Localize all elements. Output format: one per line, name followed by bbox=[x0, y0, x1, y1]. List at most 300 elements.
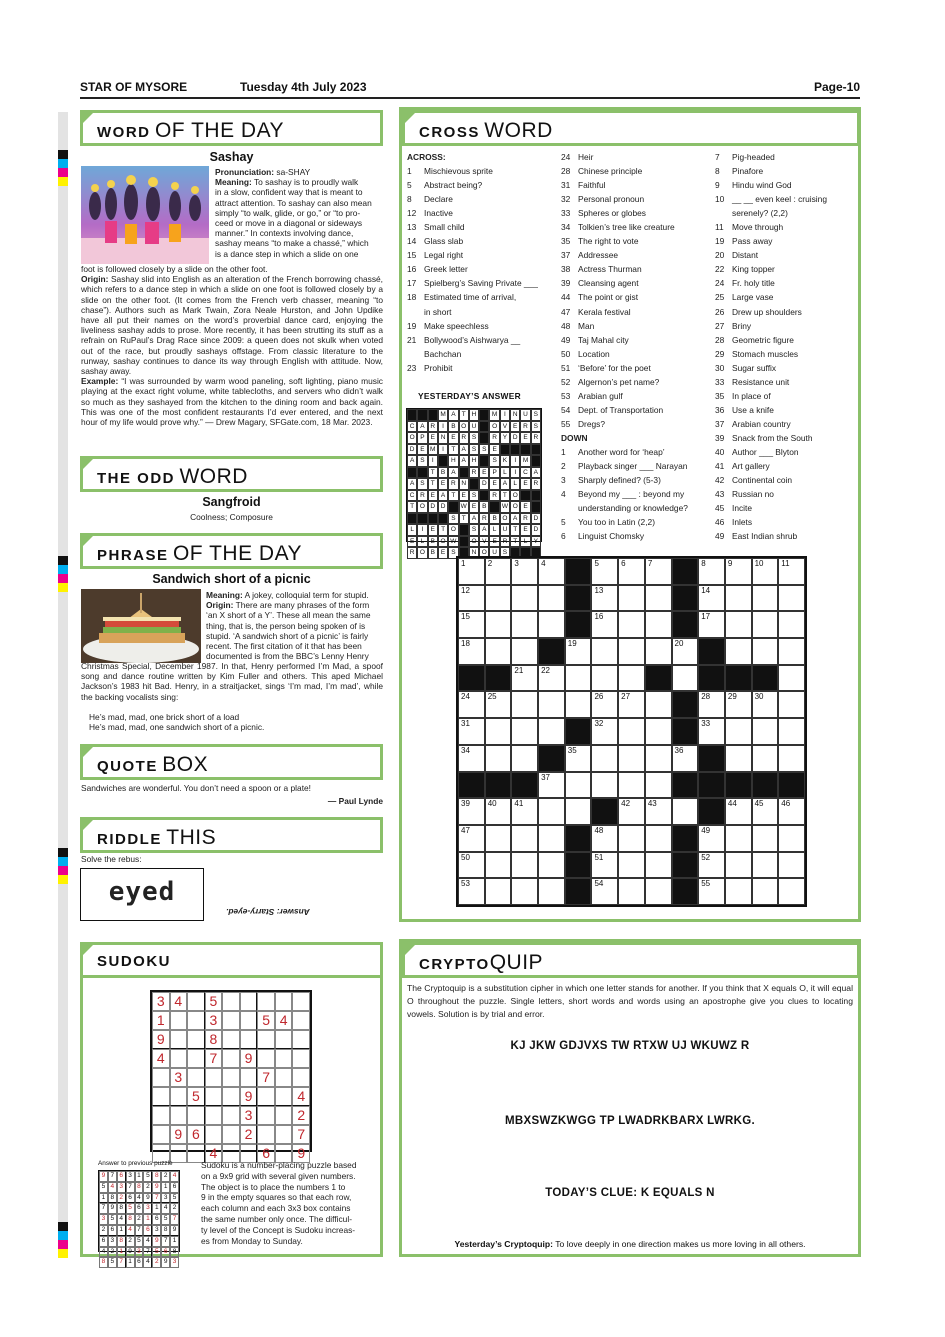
crossword-cell[interactable] bbox=[591, 772, 618, 799]
sudoku-answer-cell: 7 bbox=[126, 1182, 135, 1193]
sudoku-cell[interactable] bbox=[170, 1087, 188, 1106]
crossword-cell[interactable] bbox=[645, 772, 672, 799]
sudoku-cell[interactable] bbox=[257, 1049, 275, 1068]
sudoku-cell[interactable] bbox=[257, 992, 275, 1011]
crossword-cell[interactable] bbox=[511, 718, 538, 745]
crossword-cell[interactable] bbox=[645, 558, 672, 585]
crossword-cell[interactable] bbox=[778, 745, 805, 772]
crossword-cell[interactable] bbox=[511, 691, 538, 718]
crossword-cell[interactable] bbox=[778, 691, 805, 718]
crossword-cell[interactable] bbox=[538, 852, 565, 879]
crossword-cell[interactable] bbox=[511, 611, 538, 638]
sudoku-cell[interactable] bbox=[275, 1049, 293, 1068]
sudoku-cell[interactable] bbox=[187, 1068, 205, 1087]
crossword-cell[interactable] bbox=[485, 558, 512, 585]
crossword-cell[interactable] bbox=[485, 718, 512, 745]
sudoku-cell[interactable] bbox=[170, 1106, 188, 1125]
sudoku-cell[interactable] bbox=[187, 992, 205, 1011]
clue bbox=[561, 445, 711, 459]
crossword-cell[interactable] bbox=[591, 825, 618, 852]
sudoku-answer-cell: 6 bbox=[108, 1225, 117, 1236]
crossword-cell[interactable] bbox=[645, 825, 672, 852]
down-clues-2 bbox=[715, 150, 860, 543]
clue-number: 50 bbox=[561, 348, 571, 359]
word-line bbox=[215, 228, 383, 238]
crossword-cell[interactable] bbox=[511, 558, 538, 585]
crossword-cell[interactable] bbox=[458, 558, 485, 585]
clue bbox=[715, 178, 860, 192]
answer-block bbox=[438, 513, 448, 525]
answer-cell: P bbox=[417, 432, 427, 444]
corner-triangle bbox=[80, 456, 96, 472]
crossword-cell[interactable] bbox=[778, 558, 805, 585]
clue-number: 19 bbox=[715, 236, 725, 247]
sudoku-cell[interactable] bbox=[152, 1068, 170, 1087]
sudoku-cell[interactable] bbox=[222, 992, 240, 1011]
crossword-cell[interactable] bbox=[698, 611, 725, 638]
crossword-cell[interactable] bbox=[752, 798, 779, 825]
crossword-cell[interactable] bbox=[485, 852, 512, 879]
crossword-block bbox=[752, 665, 779, 692]
crossword-cell[interactable] bbox=[698, 718, 725, 745]
line-label: Origin: bbox=[206, 600, 234, 611]
crossword-cell[interactable] bbox=[485, 745, 512, 772]
crossword-cell[interactable] bbox=[591, 718, 618, 745]
crossword-cell[interactable] bbox=[645, 745, 672, 772]
sudoku-cell[interactable] bbox=[222, 1049, 240, 1068]
cell-number: 11 bbox=[781, 559, 790, 568]
answer-cell: R bbox=[489, 490, 499, 502]
clue-number: 22 bbox=[715, 264, 725, 275]
crossword-cell[interactable] bbox=[565, 798, 592, 825]
crossword-cell[interactable] bbox=[565, 772, 592, 799]
clue bbox=[561, 192, 711, 206]
sudoku-cell[interactable] bbox=[222, 1011, 240, 1030]
answer-cell: S bbox=[448, 513, 458, 525]
crossword-cell[interactable] bbox=[565, 745, 592, 772]
sudoku-cell[interactable] bbox=[257, 1087, 275, 1106]
sudoku-answer-cell: 5 bbox=[152, 1247, 161, 1258]
crossword-cell[interactable] bbox=[698, 585, 725, 612]
crossword-cell[interactable] bbox=[538, 558, 565, 585]
sudoku-answer-cell: 2 bbox=[135, 1214, 144, 1225]
crossword-block bbox=[565, 585, 592, 612]
crossword-cell[interactable] bbox=[591, 585, 618, 612]
sudoku-answer-cell: 1 bbox=[143, 1214, 152, 1225]
crossword-cell[interactable] bbox=[591, 852, 618, 879]
crossword-cell[interactable] bbox=[538, 585, 565, 612]
crossword-cell[interactable] bbox=[618, 878, 645, 905]
crossword-cell[interactable] bbox=[752, 878, 779, 905]
clue-text: Resistance unit bbox=[732, 376, 790, 387]
sudoku-answer-cell: 9 bbox=[126, 1247, 135, 1258]
clue bbox=[715, 305, 860, 319]
crossword-cell[interactable] bbox=[485, 878, 512, 905]
crossword-cell[interactable] bbox=[618, 665, 645, 692]
sudoku-cell[interactable] bbox=[292, 1011, 310, 1030]
crossword-cell[interactable] bbox=[725, 745, 752, 772]
crossword-cell[interactable] bbox=[645, 691, 672, 718]
margin-strip bbox=[58, 112, 68, 1252]
answer-block bbox=[459, 524, 469, 536]
clue-number: 28 bbox=[561, 166, 571, 177]
yesterday-cryptoquip bbox=[402, 1239, 858, 1249]
clue-text: Tolkien’s tree like creature bbox=[578, 222, 675, 233]
sudoku-cell: 9 bbox=[292, 1144, 310, 1163]
title-small: CRYPTO bbox=[419, 956, 490, 973]
sudoku-cell[interactable] bbox=[222, 1030, 240, 1049]
sudoku-cell[interactable] bbox=[187, 1049, 205, 1068]
sudoku-answer-cell: 9 bbox=[99, 1171, 108, 1182]
sudoku-answer-cell: 2 bbox=[170, 1203, 179, 1214]
crossword-cell[interactable] bbox=[752, 745, 779, 772]
crossword-cell[interactable] bbox=[725, 611, 752, 638]
crossword-cell[interactable] bbox=[458, 718, 485, 745]
crossword-cell[interactable] bbox=[511, 638, 538, 665]
across-heading: ACROSS: bbox=[407, 152, 446, 162]
crossword-cell[interactable] bbox=[618, 745, 645, 772]
crossword-cell[interactable] bbox=[725, 718, 752, 745]
sudoku-cell[interactable] bbox=[257, 1106, 275, 1125]
crossword-cell[interactable] bbox=[645, 718, 672, 745]
crossword-cell[interactable] bbox=[645, 611, 672, 638]
crossword-cell[interactable] bbox=[698, 852, 725, 879]
sudoku-cell[interactable] bbox=[275, 1125, 293, 1144]
clue-text: Snack from the South bbox=[732, 432, 813, 443]
crossword-cell[interactable] bbox=[591, 611, 618, 638]
sudoku-cell: 6 bbox=[257, 1144, 275, 1163]
crossword-cell[interactable] bbox=[752, 585, 779, 612]
sudoku-answer-cell: 3 bbox=[135, 1247, 144, 1258]
crossword-cell[interactable] bbox=[725, 852, 752, 879]
sudoku-cell[interactable] bbox=[275, 1087, 293, 1106]
crossword-cell[interactable] bbox=[458, 745, 485, 772]
answer-block bbox=[428, 409, 438, 421]
cell-number: 45 bbox=[754, 799, 764, 809]
sudoku-answer-cell: 6 bbox=[143, 1225, 152, 1236]
crossword-cell[interactable] bbox=[538, 825, 565, 852]
sudoku-answer-cell: 2 bbox=[143, 1182, 152, 1193]
sudoku-cell[interactable] bbox=[152, 1106, 170, 1125]
sudoku-cell[interactable] bbox=[292, 992, 310, 1011]
crossword-cell[interactable] bbox=[538, 665, 565, 692]
cell-number: 20 bbox=[674, 639, 684, 649]
crossword-cell[interactable] bbox=[618, 638, 645, 665]
answer-cell: I bbox=[438, 421, 448, 433]
clue-text: Prohibit bbox=[424, 362, 453, 373]
crossword-cell[interactable] bbox=[591, 558, 618, 585]
crossword-cell[interactable] bbox=[725, 878, 752, 905]
crossword-cell[interactable] bbox=[725, 638, 752, 665]
crossword-cell[interactable] bbox=[458, 691, 485, 718]
cell-number: 19 bbox=[567, 639, 577, 649]
answer-cell: R bbox=[448, 478, 458, 490]
cell-number: 49 bbox=[701, 825, 711, 835]
crossword-cell[interactable] bbox=[485, 611, 512, 638]
crossword-cell[interactable] bbox=[511, 585, 538, 612]
sudoku-cell[interactable] bbox=[222, 1068, 240, 1087]
sudoku-cell[interactable] bbox=[205, 1125, 223, 1144]
clue-number: 37 bbox=[561, 250, 571, 261]
crossword-cell[interactable] bbox=[538, 691, 565, 718]
drag-queens-photo bbox=[81, 166, 209, 264]
crossword-cell[interactable] bbox=[458, 878, 485, 905]
crossword-cell[interactable] bbox=[645, 585, 672, 612]
crossword-cell[interactable] bbox=[618, 691, 645, 718]
crossword-cell[interactable] bbox=[778, 798, 805, 825]
sudoku-cell[interactable] bbox=[205, 1087, 223, 1106]
clue-number: 9 bbox=[715, 180, 720, 191]
clue bbox=[715, 164, 860, 178]
sudoku-cell[interactable] bbox=[170, 1030, 188, 1049]
answer-cell: B bbox=[489, 513, 499, 525]
crossword-cell[interactable] bbox=[645, 798, 672, 825]
crossword-cell[interactable] bbox=[778, 852, 805, 879]
crossword-cell[interactable] bbox=[538, 878, 565, 905]
sudoku-cell[interactable] bbox=[205, 1068, 223, 1087]
sudoku-cell: 9 bbox=[240, 1049, 258, 1068]
answer-cell: N bbox=[469, 547, 479, 559]
sudoku-cell[interactable] bbox=[152, 1125, 170, 1144]
sudoku-answer-cell: 8 bbox=[99, 1257, 108, 1268]
sudoku-cell[interactable] bbox=[275, 1030, 293, 1049]
sudoku-answer-cell: 8 bbox=[108, 1193, 117, 1204]
clue-text: Move through bbox=[732, 222, 784, 233]
sudoku-cell[interactable] bbox=[222, 1125, 240, 1144]
crossword-cell[interactable] bbox=[618, 585, 645, 612]
crossword-cell[interactable] bbox=[511, 745, 538, 772]
answer-block bbox=[479, 490, 489, 502]
answer-cell: O bbox=[448, 524, 458, 536]
crossword-cell[interactable] bbox=[485, 798, 512, 825]
sudoku-cell[interactable] bbox=[170, 1049, 188, 1068]
crossword-cell[interactable] bbox=[511, 852, 538, 879]
word-paragraph bbox=[81, 264, 383, 274]
crossword-cell[interactable] bbox=[565, 665, 592, 692]
crossword-cell[interactable] bbox=[725, 585, 752, 612]
crossword-cell[interactable] bbox=[618, 825, 645, 852]
sudoku-answer-cell: 5 bbox=[161, 1214, 170, 1225]
clue-number: 46 bbox=[715, 517, 725, 528]
sudoku-cell: 7 bbox=[257, 1068, 275, 1087]
riddle-title bbox=[80, 817, 383, 853]
crossword-cell[interactable] bbox=[752, 611, 779, 638]
crossword-cell[interactable] bbox=[752, 691, 779, 718]
answer-cell: S bbox=[417, 455, 427, 467]
sudoku-cell[interactable] bbox=[292, 1030, 310, 1049]
clue bbox=[561, 262, 711, 276]
crossword-cell[interactable] bbox=[752, 638, 779, 665]
crossword-cell[interactable] bbox=[672, 798, 699, 825]
crossword-cell[interactable] bbox=[591, 691, 618, 718]
clue-text: The right to vote bbox=[578, 236, 639, 247]
crossword-cell[interactable] bbox=[458, 852, 485, 879]
crossword-block bbox=[645, 665, 672, 692]
sudoku-cell[interactable] bbox=[240, 1068, 258, 1087]
crossword-cell[interactable] bbox=[511, 825, 538, 852]
crossword-cell[interactable] bbox=[698, 825, 725, 852]
clue bbox=[407, 361, 557, 375]
sudoku-cell[interactable] bbox=[170, 1011, 188, 1030]
answer-cell: A bbox=[417, 421, 427, 433]
crossword-cell[interactable] bbox=[645, 878, 672, 905]
crossword-cell[interactable] bbox=[458, 611, 485, 638]
crossword-cell[interactable] bbox=[485, 585, 512, 612]
clue bbox=[407, 319, 557, 333]
sudoku-cell[interactable] bbox=[222, 1106, 240, 1125]
crossword-cell[interactable] bbox=[485, 691, 512, 718]
sudoku-cell[interactable] bbox=[187, 1106, 205, 1125]
crossword-cell[interactable] bbox=[725, 691, 752, 718]
crossword-cell[interactable] bbox=[725, 798, 752, 825]
crossword-cell[interactable] bbox=[591, 878, 618, 905]
crossword-cell[interactable] bbox=[538, 798, 565, 825]
crossword-cell[interactable] bbox=[752, 718, 779, 745]
crossword-cell[interactable] bbox=[698, 691, 725, 718]
answer-cell: L bbox=[510, 478, 520, 490]
crossword-cell[interactable] bbox=[511, 665, 538, 692]
sudoku-cell: 4 bbox=[170, 992, 188, 1011]
cell-number: 50 bbox=[461, 852, 470, 862]
crossword-cell[interactable] bbox=[511, 798, 538, 825]
sudoku-cell[interactable] bbox=[257, 1030, 275, 1049]
sudoku-cell[interactable] bbox=[205, 1106, 223, 1125]
sudoku-answer-cell: 1 bbox=[135, 1171, 144, 1182]
paper-name: STAR OF MYSORE bbox=[80, 80, 188, 94]
answer-cell: R bbox=[531, 478, 541, 490]
phrase-verse bbox=[89, 712, 379, 732]
crossword-cell[interactable] bbox=[538, 611, 565, 638]
sudoku-cell[interactable] bbox=[240, 1011, 258, 1030]
crossword-cell[interactable] bbox=[778, 638, 805, 665]
answer-cell: D bbox=[428, 501, 438, 513]
cell-number: 12 bbox=[461, 585, 470, 595]
clue-text: King topper bbox=[732, 264, 775, 275]
crossword-cell[interactable] bbox=[672, 665, 699, 692]
clue bbox=[715, 487, 860, 501]
crossword-cell[interactable] bbox=[618, 852, 645, 879]
crossword-cell[interactable] bbox=[458, 825, 485, 852]
clue-text: Dregs? bbox=[578, 418, 605, 429]
crossword-cell[interactable] bbox=[778, 665, 805, 692]
answer-cell: S bbox=[489, 455, 499, 467]
crossword-cell[interactable] bbox=[752, 558, 779, 585]
crossword-cell[interactable] bbox=[645, 852, 672, 879]
crossword-cell[interactable] bbox=[672, 745, 699, 772]
line-text: A jokey, colloquial term for stupid. bbox=[242, 590, 369, 600]
corner-triangle bbox=[80, 817, 96, 833]
answer-cell: T bbox=[459, 513, 469, 525]
sudoku-answer-cell: 4 bbox=[108, 1182, 117, 1193]
answer-block bbox=[479, 432, 489, 444]
crossword-cell[interactable] bbox=[565, 691, 592, 718]
clue-number: 29 bbox=[715, 348, 725, 359]
crossword-cell[interactable] bbox=[725, 825, 752, 852]
crossword-cell[interactable] bbox=[778, 718, 805, 745]
crossword-cell[interactable] bbox=[778, 585, 805, 612]
crossword-cell[interactable] bbox=[591, 665, 618, 692]
crossword-cell[interactable] bbox=[618, 772, 645, 799]
crossword-cell[interactable] bbox=[565, 638, 592, 665]
sudoku-cell[interactable] bbox=[275, 992, 293, 1011]
crossword-cell[interactable] bbox=[752, 852, 779, 879]
title-large: THIS bbox=[166, 826, 217, 849]
sudoku-cell[interactable] bbox=[152, 1087, 170, 1106]
answer-cell: D bbox=[531, 513, 541, 525]
crossword-cell[interactable] bbox=[458, 638, 485, 665]
sudoku-cell[interactable] bbox=[292, 1068, 310, 1087]
crossword-cell[interactable] bbox=[725, 558, 752, 585]
sudoku-cell[interactable] bbox=[187, 1011, 205, 1030]
crossword-cell[interactable] bbox=[485, 638, 512, 665]
sudoku-cell[interactable] bbox=[275, 1068, 293, 1087]
crossword-cell[interactable] bbox=[511, 878, 538, 905]
clue-text: The point or gist bbox=[578, 292, 639, 303]
clue-text: __ __ even keel : cruising bbox=[732, 194, 827, 205]
crossword-cell[interactable] bbox=[698, 878, 725, 905]
sudoku-answer-cell: 5 bbox=[143, 1171, 152, 1182]
sudoku-answer-cell: 9 bbox=[143, 1193, 152, 1204]
clue bbox=[407, 305, 557, 319]
clue bbox=[715, 206, 860, 220]
sudoku-answer-cell: 5 bbox=[108, 1214, 117, 1225]
crossword-cell[interactable] bbox=[752, 825, 779, 852]
crossword-cell[interactable] bbox=[538, 772, 565, 799]
crossword-cell[interactable] bbox=[485, 825, 512, 852]
answer-cell: R bbox=[469, 467, 479, 479]
sudoku-cell[interactable] bbox=[240, 1030, 258, 1049]
sudoku-cell[interactable] bbox=[222, 1087, 240, 1106]
sudoku-cell[interactable] bbox=[292, 1049, 310, 1068]
clue-number: 17 bbox=[407, 278, 417, 289]
crossword-cell[interactable] bbox=[458, 585, 485, 612]
sudoku-grid bbox=[150, 990, 312, 1161]
crossword-cell[interactable] bbox=[618, 798, 645, 825]
answer-cell: A bbox=[510, 513, 520, 525]
answer-cell: E bbox=[428, 432, 438, 444]
clue-number: 27 bbox=[715, 320, 725, 331]
crossword-cell[interactable] bbox=[591, 638, 618, 665]
sudoku-cell[interactable] bbox=[275, 1106, 293, 1125]
crossword-cell[interactable] bbox=[778, 825, 805, 852]
crossword-cell[interactable] bbox=[778, 878, 805, 905]
title-small: CROSS bbox=[419, 124, 480, 141]
crossword-cell[interactable] bbox=[645, 638, 672, 665]
sudoku-cell[interactable] bbox=[257, 1125, 275, 1144]
cryptoquip-intro: The Cryptoquip is a substitution cipher in which one letter stands for another. If you think that X equals O, it will equal O throughout the puzzle. Single letters, short words and words using an apostrophe give you clues to locating vowels. Solution is by trial and error. bbox=[407, 983, 853, 1019]
crossword-cell[interactable] bbox=[591, 745, 618, 772]
crossword-cell[interactable] bbox=[778, 611, 805, 638]
word-intro-lines bbox=[215, 167, 383, 259]
crossword-cell[interactable] bbox=[538, 718, 565, 745]
clue bbox=[715, 319, 860, 333]
answer-cell: E bbox=[510, 421, 520, 433]
answer-cell: H bbox=[469, 409, 479, 421]
crossword-cell[interactable] bbox=[698, 558, 725, 585]
sudoku-cell[interactable] bbox=[187, 1030, 205, 1049]
crossword-cell[interactable] bbox=[672, 638, 699, 665]
answer-cell: A bbox=[407, 478, 417, 490]
corner-triangle bbox=[80, 533, 96, 549]
sudoku-cell[interactable] bbox=[240, 992, 258, 1011]
crossword-cell[interactable] bbox=[618, 611, 645, 638]
crossword-cell[interactable] bbox=[618, 718, 645, 745]
crossword-cell[interactable] bbox=[458, 798, 485, 825]
crossword-cell[interactable] bbox=[618, 558, 645, 585]
line-text: ‘an X short of a Y’. These all mean the same bbox=[206, 610, 371, 621]
sudoku-cell: 3 bbox=[205, 1011, 223, 1030]
answer-block bbox=[520, 490, 530, 502]
